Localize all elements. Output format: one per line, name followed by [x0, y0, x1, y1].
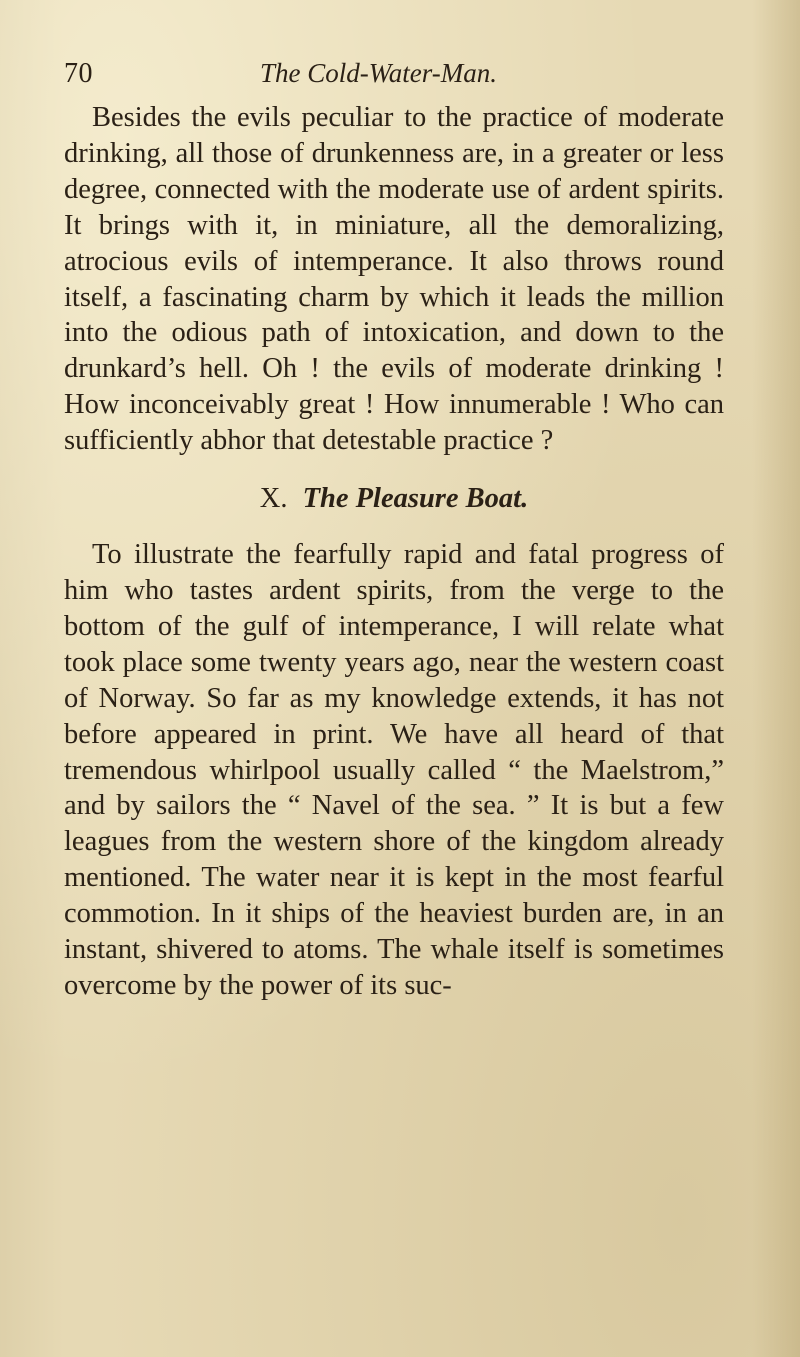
section-title: The Pleasure Boat. [302, 483, 529, 515]
paragraph-pleasure-boat: To illustrate the fearfully rapid and fatal progress of him who tastes ardent spirits, from the verge to the bottom of the gulf of intemperance, I will relate what took place some twenty years ago, near the western coast of Norway. So far as my knowledge extends, it has not before appeared in print. We have all heard of that tremendous whirlpool usually called “ the Maelstrom,” and by sailors the “ Navel of the sea. ” It is but a few leagues from the western shore of the kingdom already mentioned. The water near it is kept in the most fearful commotion. In it ships of the heaviest burden are, in an instant, shivered to atoms. The whale itself is sometimes overcome by the power of its suc- [64, 539, 724, 1001]
running-head [64, 58, 724, 98]
running-title: The Cold-Water-Man. [260, 58, 497, 88]
body-text [64, 100, 724, 1004]
section-number: X. [259, 483, 288, 515]
paragraph-moderate-drinking: Besides the evils peculiar to the practice of moderate drinking, all those of drunkenness are, in a greater or less degree, connected with the moderate use of ardent spirits. It brings with it, in miniature, all the demoralizing, atrocious evils of intemperance. It also throws round itself, a fascinating charm by which it leads the million into the odious path of intoxication, and down to the drunkard’s hell. Oh ! the evils of moderate drinking ! How inconceivably great ! How innumerable ! Who can sufficiently abhor that detestable practice ? [64, 102, 724, 457]
page-number: 70 [64, 58, 93, 89]
section-heading [64, 481, 724, 517]
